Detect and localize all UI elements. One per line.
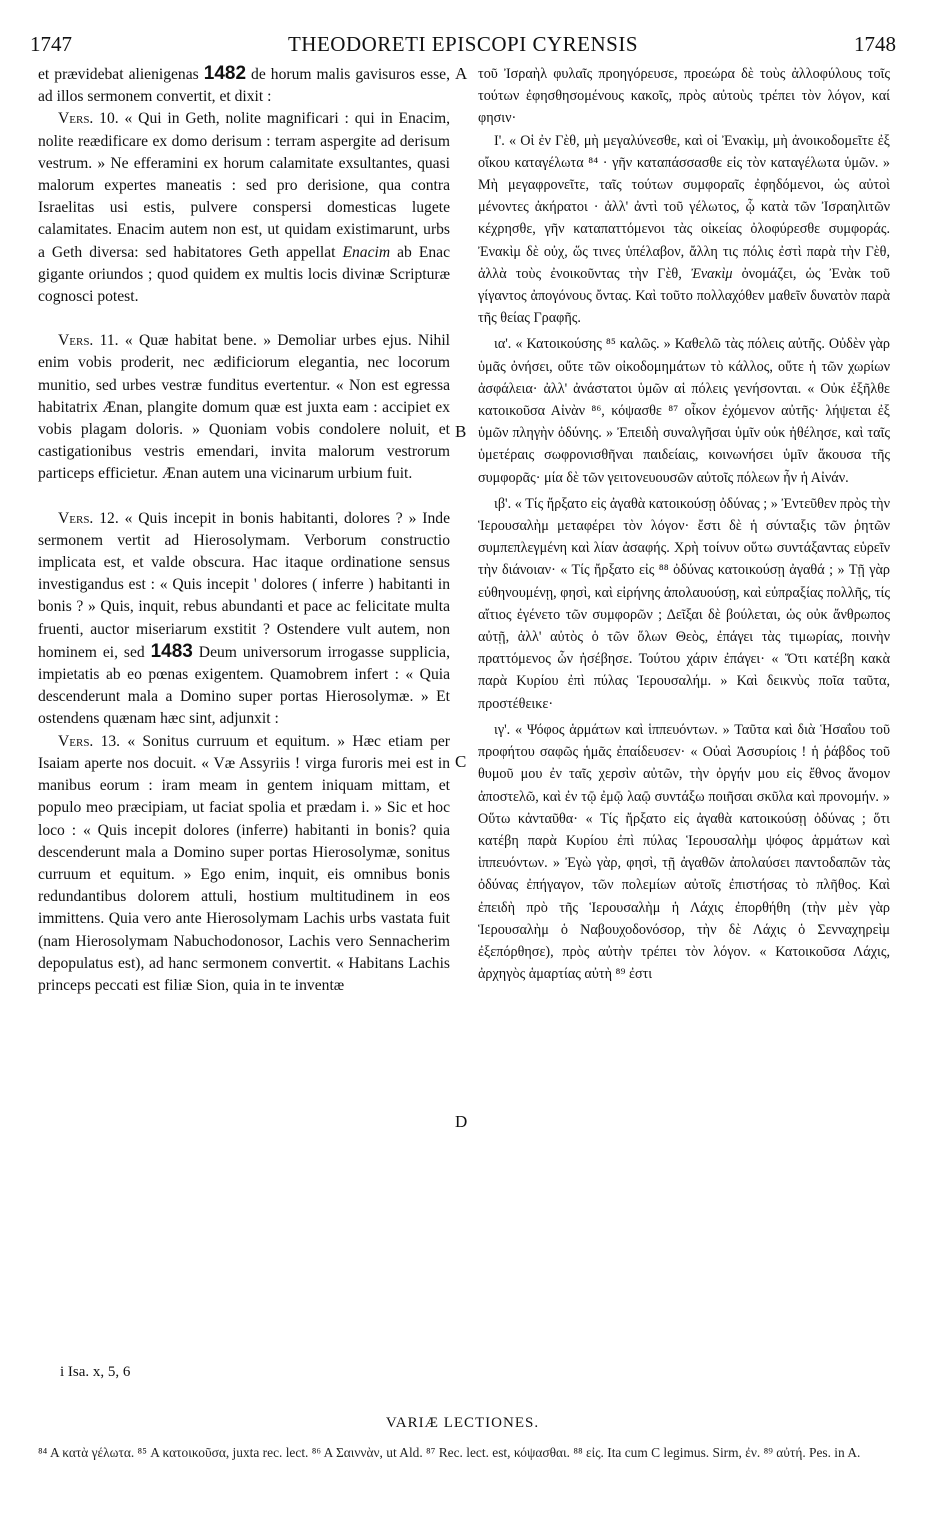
- greek-paragraph-12: ιβ'. « Τίς ἤρξατο εἰς ἀγαθὰ κατοικούσῃ ὀδύνας ; » Ἐντεῦθεν πρὸς τὴν Ἱερουσαλὴμ μεταφέρει τὸν λόγον· ἔστι δὲ ἡ σύνταξις τῶν ῥητῶν συμπεπλεγμένη καὶ λίαν ἀσαφής. Χρὴ τοίνυν οὕτω συντάξαντας εὑρεῖν τὴν διάνοιαν· « Τίς ἤρξατο εἰς ⁸⁸ ὀδύνας κατοικούσῃ ἀγαθά ; » Τῇ γὰρ εὐθηνουμένῃ, φησὶ, καὶ εἰρήνης ἀπολαυούσῃ, καὶ εὐπραξίας πολλῆς, τίς αἴτιος ἐγένετο τῶν συμφορῶν ; Δεῖξαι δὲ βούλεται, ὡς οὐκ ἄνθρωπος αὐτῇ, ἀλλ' αὐτὸς ὁ τῶν ὅλων Θεὸς, ἐπάγει τὰς τιμωρίας, ποινὴν πραττόμενος ὧν ἠσέβησε. Τούτου χάριν ἐπάγει· « Ὅτι κατέβη κακὰ παρὰ Κυρίου ἐπὶ πύλας Ἱερουσαλήμ. » Καὶ δεικνὺς ποῖα ταῦτα, προστέθεικε·: [478, 495, 890, 712]
- latin-paragraph-intro: et prævidebat alienigenas 1482 de horum malis gavisuros esse, ad illos sermonem convertit, et dixit :: [38, 63, 450, 106]
- verse-label: Vers. 12.: [58, 509, 119, 527]
- latin-paragraph-vers-11: Vers. 11. « Quæ habitat bene. » Demoliar urbes ejus. Nihil enim vobis proderit, nec ædificiorum elegantia, nec locorum munitio, sed urbes vestræ funditus evertentur. « Non est egressa habitatrix Ænan, plangite domum quæ est juxta eam : accipiet ex vobis plagam doloris. » Quoniam vobis condolere noluit, et castigationibus vestris emendari, invita malorum vestrorum particeps efficietur. Ænan autem una vicinarum urbium fuit.: [38, 332, 450, 483]
- page-number-left: 1747: [30, 32, 72, 56]
- variae-lectiones-title: VARIÆ LECTIONES.: [385, 1415, 540, 1431]
- section-marker-b: B: [455, 422, 467, 441]
- column-number-1483: 1483: [150, 640, 193, 662]
- section-marker-d: D: [455, 1112, 468, 1131]
- column-number-1482: 1482: [203, 63, 247, 84]
- greek-paragraph-intro: τοῦ Ἰσραὴλ φυλαῖς προηγόρευσε, προεώρα δὲ τοὺς ἀλλοφύλους τοῖς τούτων ἐφησθησομένους κακοῖς, πρὸς αὐτοὺς τρέπει τὸν λόγον, καί φησιν·: [478, 66, 890, 127]
- section-marker-c: C: [455, 752, 467, 771]
- latin-paragraph-vers-10: Vers. 10. « Qui in Geth, nolite magnificari : qui in Enacim, nolite reædificare ex domo derisum : terram aspergite ad derisum vestrum. » Ne efferamini ex horum calamitate exsultantes, quasi malorum expertes maneatis : sed pro derisione, qua contra Israelitas usi estis, pulvere conspersi domesticas lugete calamitates. Enacim autem non est, ut quidam existimarunt, urbs a Geth diversa: sed habitatores Geth appellat Enacim ab Enac gigante oriundos ; quod quidem ex multis locis divinæ Scripturæ cognosci potest.: [38, 110, 450, 306]
- variae-lectiones-notes: ⁸⁴ A κατὰ γέλωτα. ⁸⁵ A κατοικοῦσα, juxta rec. lect. ⁸⁶ A Σαιννὰν, ut Ald. ⁸⁷ Rec. lect. est, κόψασθαι. ⁸⁸ εἰς. Ita cum C legimus. Sirm, ἐν. ⁸⁹ αὐτή. Pes. in A.: [38, 1445, 861, 1460]
- verse-label: Vers. 10.: [58, 110, 119, 128]
- verse-label: Vers. 11.: [58, 332, 119, 350]
- latin-paragraph-vers-12: Vers. 12. « Quis incepit in bonis habitanti, dolores ? » Inde sermonem vertit ad Hierosolymam. Verborum constructio implicata est, et valde obscura. Hac itaque ordinatione sensus investigandus est : « Quis incepit ' dolores ( inferre ) habitanti in bonis ? » Quis, inquit, rebus abundanti et pace ac felicitate multa fruenti, auctor miseriarum exstitit ? Ostendere vult autem, non hominem ei, sed 1483 Deum universorum irrogasse supplicia, impietatis ab eo pœnas exigentem. Quamobrem infert : « Quia descenderunt mala a Domino super portas Hierosolymæ. » Et ostendens quænam hæc sint, adjunxit :: [38, 509, 450, 728]
- section-marker-a: A: [455, 64, 468, 83]
- latin-paragraph-vers-13: Vers. 13. « Sonitus curruum et equitum. » Hæc etiam per Isaiam aperte nos docuit. « Væ Assyriis ! virga furoris mei est in manibus eorum : iram meam in gentem iniquam mittam, et populo meo præcipiam, ut faciat spolia et prædam i. » Sic et hoc loco : « Quis incepit dolores (inferre) habitanti in bonis? quia descenderunt mala a Domino super portas Hierosolymæ, sonitus curruum et equitum. » Ego enim, inquit, eis omnibus bonis redundantibus dolorem attuli, hostium multitudinem in eos immittens. Quia vero ante Hierosolymam Lachis urbs vastata fuit (nam Hierosolymam Nabuchodonosor, Lachis vero Sennacherim depopulatus est), ad hanc sermonem convertit. « Habitans Lachis princeps peccati est filiæ Sion, quia in te inventæ: [38, 732, 450, 994]
- greek-paragraph-13: ιγ'. « Ψόφος ἁρμάτων καὶ ἱππευόντων. » Ταῦτα καὶ διὰ Ἡσαΐου τοῦ προφήτου σαφῶς ἡμᾶς ἐπαίδευσεν· « Οὐαὶ Ἀσσυρίοις ! ἡ ῥάβδος τοῦ θυμοῦ μου ἐν ταῖς χερσὶν αὐτῶν, τὴν ὀργήν μου εἰς ἔθνος ἄνομον ἀποστελῶ, καὶ ἐν τῷ ἐμῷ λαῷ συντάξω ποιῆσαι σκῦλα καὶ προνομήν. » Οὕτω κἀνταῦθα· « Τίς ἤρξατο εἰς ἀγαθὰ κατοικούσῃ ὀδύνας ; ὅτι κατέβη παρὰ Κυρίου ἐπὶ πύλας Ἱερουσαλὴμ ψόφος ἁρμάτων καὶ ἱππευόντων. » Ἐγὼ γὰρ, φησὶ, τῇ ἀγαθῶν ἀπολαύσει παντοδαπῶν τὰς ὀδύνας ἐπήγαγον, τῶν πολεμίων αὐτοῖς ἐπιστήσας τὸ πλῆθος. Καὶ ἐπειδὴ πρὸ τῆς Ἱερουσαλὴμ ἡ Λάχις ἐπορθήθη (τὴν μὲν γὰρ Ἱερουσαλὴμ ὁ Ναβουχοδονόσορ, τὴν δὲ Λάχις ὁ Σενναχηρεὶμ ἐξεπόρθησε), πρὸς αὐτὴν τρέπει τὸν λόγον. « Κατοικοῦσα Λάχις, ἀρχηγὸς ἁμαρτίας αὐτὴ ⁸⁹ ἐστι: [478, 721, 890, 983]
- running-title: THEODORETI EPISCOPI CYRENSIS: [287, 32, 639, 56]
- latin-column: [38, 63, 450, 997]
- greek-paragraph-11: ια'. « Κατοικούσης ⁸⁵ καλῶς. » Καθελῶ τὰς πόλεις αὐτῆς. Οὐδὲν γὰρ ὑμᾶς ὀνήσει, οὔτε τῶν οἰκοδομημάτων τὸ κάλλος, οὔτε ἡ τῶν χωρίων ἀσφάλεια· ἀλλ' ἀνάστατοι ὑμῶν αἱ πόλεις γενήσονται. « Οὐκ ἐξῆλθε κατοικοῦσα Αἰνὰν ⁸⁶, κόψασθε ⁸⁷ οἶκον ἐχόμενον αὐτῆς· λήψεται ἐξ ὑμῶν πληγὴν ὀδύνης. » Ἐπειδὴ συναλγῆσαι ὑμῖν οὐκ ἠθέλησε, καὶ ταῖς ὑμετέραις σωφρονισθῆναι παιδείαις, κοινωνήσει ὑμῖν ἄκουσα τῆς συμφορᾶς· μία δὲ τῶν γειτονευουσῶν αὐτοῖς πόλεων ἦν ἡ Αἰνάν.: [478, 336, 890, 486]
- verse-label: Vers. 13.: [58, 732, 121, 750]
- greek-column: [478, 63, 890, 985]
- scripture-footnote: i Isa. x, 5, 6: [60, 1364, 131, 1380]
- greek-paragraph-10: Ι'. « Οἱ ἐν Γὲθ, μὴ μεγαλύνεσθε, καὶ οἱ Ἐνακὶμ, μὴ ἀνοικοδομεῖτε ἐξ οἴκου καταγέλωτα ⁸⁴ · γῆν καταπάσσασθε εἰς τὸν καταγέλωτα ὑμῶν. » Μὴ μεγαφρονεῖτε, ταῖς τούτων συμφοραῖς ἐφηδόμενοι, ὡς αὐτοὶ μένοντες ἀκήρατοι · ἀλλ' ἀντὶ τοῦ γέλωτος, ᾧ κατὰ τῶν Ἰσραηλιτῶν κέχρησθε, γῆν καταπαττόμενοι τὰς οἰκείας ὀλοφύρεσθε συμφοράς. Ἐνακὶμ δὲ οὐχ, ὥς τινες ὑπέλαβον, ἄλλη τις πόλις ἐστὶ παρὰ τὴν Γὲθ, ἀλλὰ τοὺς ἐνοικοῦντας τὴν Γὲθ, Ἐνακὶμ ὀνομάζει, ὡς Ἐνὰκ τοῦ γίγαντος ἀπογόνους ὄντας. Καὶ τοῦτο πολλαχόθεν μαθεῖν δυνατὸν παρὰ τῆς θείας Γραφῆς.: [478, 132, 890, 327]
- page-number-right: 1748: [854, 32, 896, 56]
- running-header: [30, 32, 896, 58]
